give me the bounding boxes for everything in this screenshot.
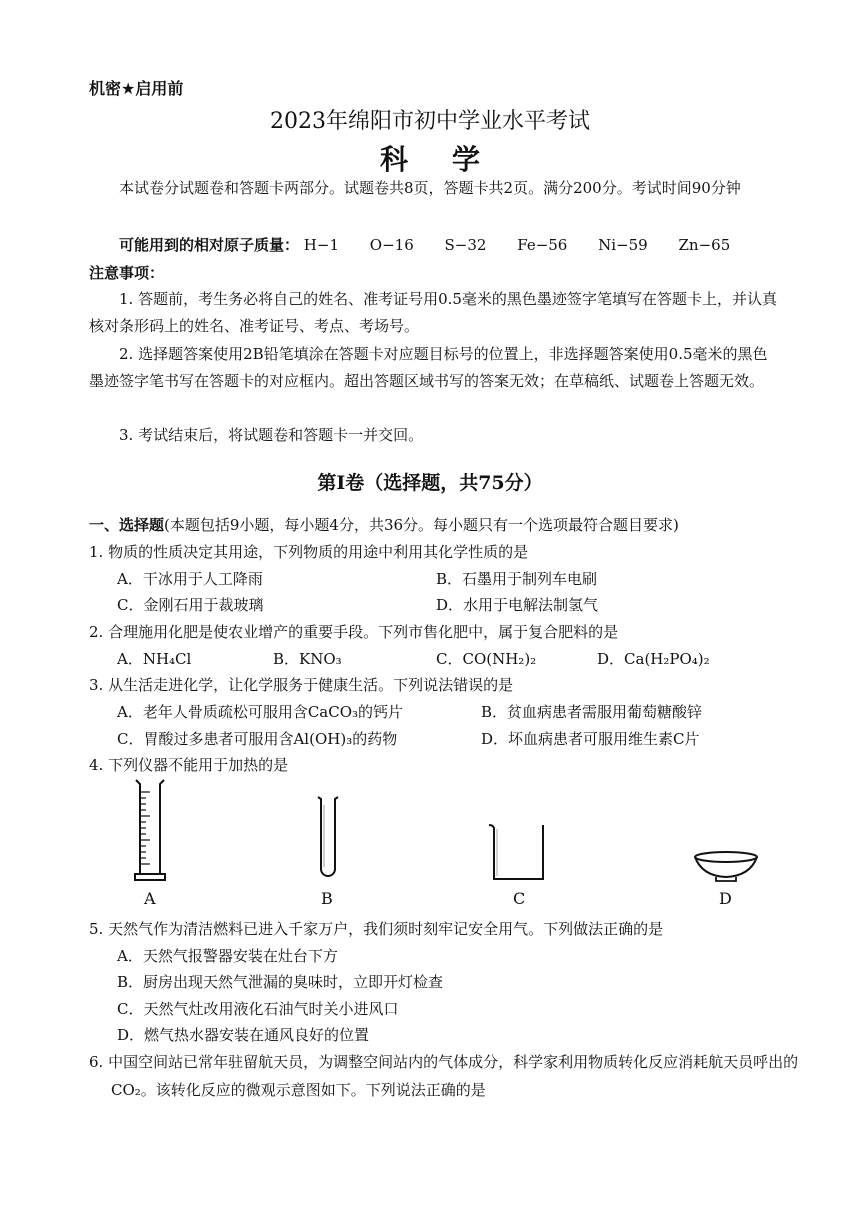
atomic-mass-item: Zn−65 [678, 236, 731, 254]
question-option: C．CO(NH₂)₂ [436, 650, 537, 668]
question-option: B．厨房出现天然气泄漏的臭味时，立即开灯检查 [117, 973, 444, 991]
note-item: 1. 答题前，考生务必将自己的姓名、准考证号用0.5毫米的黑色墨迹签字笔填写在答题卡上，并认真核对条形码上的姓名、准考证号、考点、考场号。 [89, 290, 777, 335]
question-option: B．KNO₃ [273, 650, 342, 668]
part-label: 一、选择题 [89, 516, 165, 534]
question-option: B．石墨用于制列车电刷 [436, 570, 598, 588]
question-stem: 4. 下列仪器不能用于加热的是 [89, 756, 289, 774]
question-option: D．坏血病患者可服用维生素C片 [481, 730, 700, 748]
note-item: 3. 考试结束后，将试题卷和答题卡一并交回。 [119, 426, 424, 444]
question-option: C．天然气灶改用液化石油气时关小进风口 [117, 1000, 399, 1018]
question-option: A．干冰用于人工降雨 [117, 570, 263, 588]
beaker-icon [487, 821, 549, 883]
question-option: A．天然气报警器安装在灶台下方 [117, 947, 338, 965]
question-stem: 2. 合理施用化肥是使农业增产的重要手段。下列市售化肥中，属于复合肥料的是 [89, 623, 619, 641]
figure-label-b: B [321, 889, 333, 908]
question-option: A．老年人骨质疏松可服用含CaCO₃的钙片 [117, 703, 404, 721]
part-heading [89, 514, 679, 535]
question-stem: 6. 中国空间站已常年驻留航天员，为调整空间站内的气体成分，科学家利用物质转化反应消耗航天员呼出的CO₂。该转化反应的微观示意图如下。下列说法正确的是 [89, 1053, 799, 1099]
question-option: C．胃酸过多患者可服用含Al(OH)₃的药物 [117, 730, 398, 748]
exam-title: 2023年绵阳市初中学业水平考试 [270, 109, 590, 134]
figure-label-d: D [719, 889, 732, 908]
atomic-mass-item: O−16 [369, 236, 414, 254]
test-tube-icon [315, 795, 341, 881]
question-option: D．水用于电解法制氢气 [436, 596, 599, 614]
question-option: D．燃气热水器安装在通风良好的位置 [117, 1026, 370, 1044]
exam-intro: 本试卷分试题卷和答题卡两部分。试题卷共8页，答题卡共2页。满分200分。考试时间90分钟 [119, 179, 741, 197]
part-description: (本题包括9小题，每小题4分，共36分。每小题只有一个选项最符合题目要求) [164, 516, 679, 534]
question-stem: 3. 从生活走进化学，让化学服务于健康生活。下列说法错误的是 [89, 676, 514, 694]
atomic-mass-item: H−1 [303, 236, 339, 254]
figure-label-a: A [144, 889, 156, 908]
question-stem: 5. 天然气作为清洁燃料已进入千家万户，我们须时刻牢记安全用气。下列做法正确的是 [89, 920, 664, 938]
question-option: A．NH₄Cl [117, 650, 192, 668]
question-option: B．贫血病患者需服用葡萄糖酸锌 [481, 703, 703, 721]
question-option: C．金刚石用于裁玻璃 [117, 596, 264, 614]
atomic-mass-item: Fe−56 [517, 236, 568, 254]
question-stem: 1. 物质的性质决定其用途，下列物质的用途中利用其化学性质的是 [89, 543, 529, 561]
secret-mark: 机密★启用前 [89, 79, 184, 98]
atomic-masses-label: 可能用到的相对原子质量： [119, 236, 300, 254]
note-item: 2. 选择题答案使用2B铅笔填涂在答题卡对应题目标号的位置上，非选择题答案使用0.5毫米的黑色墨迹签字笔书写在答题卡的对应框内。超出答题区域书写的答案无效；在草稿纸、试题卷上答题无效。 [89, 345, 768, 390]
atomic-mass-item: S−32 [444, 236, 487, 254]
graduated-cylinder-icon [130, 778, 170, 884]
subject-title: 科学 [379, 143, 524, 176]
notes-heading: 注意事项： [89, 264, 165, 282]
evaporating-dish-icon [692, 850, 760, 884]
question-option: D．Ca(H₂PO₄)₂ [597, 650, 710, 668]
figure-label-c: C [513, 889, 526, 908]
atomic-mass-item: Ni−59 [598, 236, 648, 254]
section-title: 第I卷（选择题，共75分） [317, 472, 543, 494]
atomic-masses [119, 234, 756, 255]
